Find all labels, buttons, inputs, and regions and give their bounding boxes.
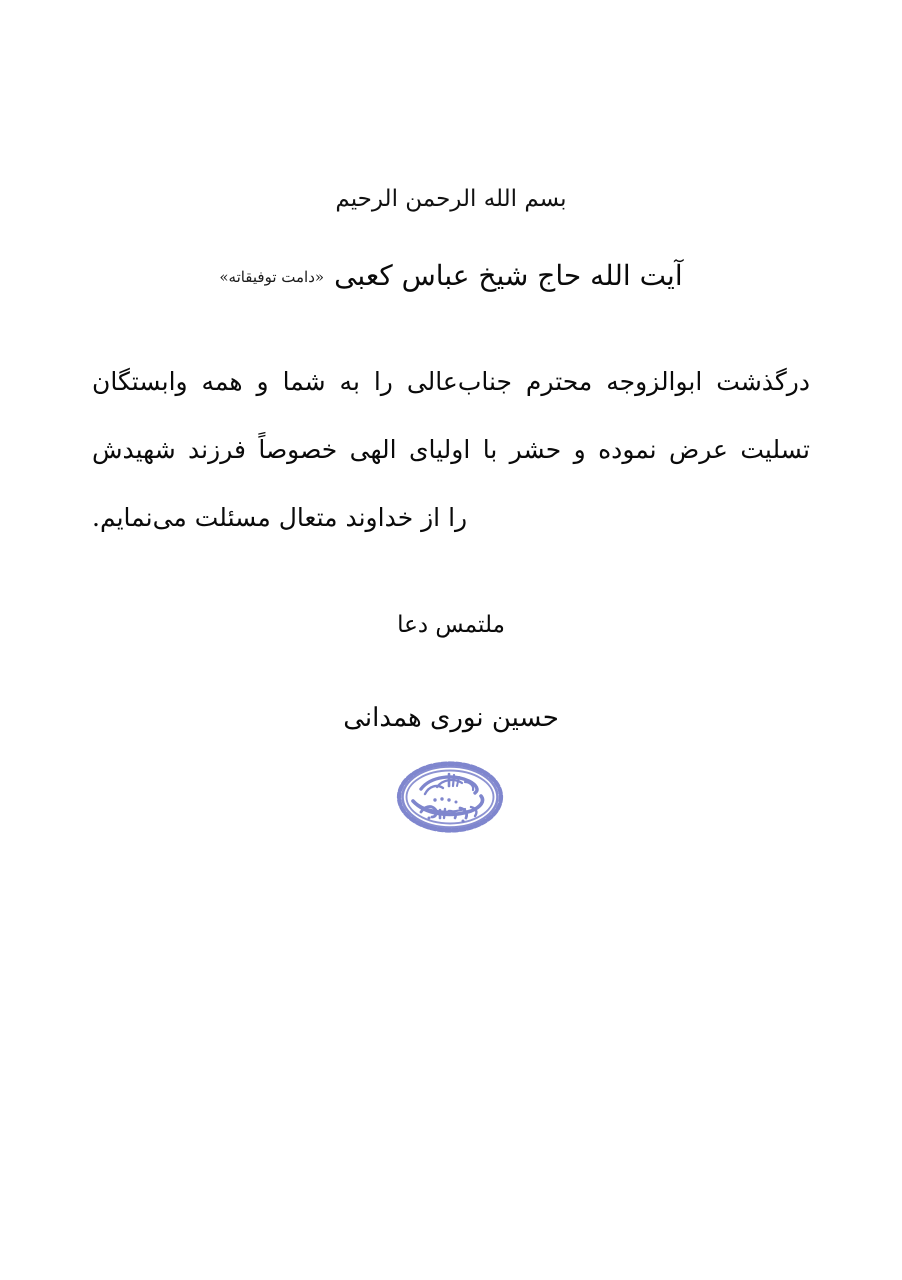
addressee-inner	[219, 258, 682, 294]
addressee-name: آیت الله حاج شیخ عباس کعبی	[334, 259, 683, 292]
body-line-1: درگذشت ابوالزوجه محترم جناب‌عالی را به شما و همه وابستگان	[92, 367, 810, 396]
body-line-2: تسلیت عرض نموده و حشر با اولیای الهی خصوصاً فرزند شهیدش	[92, 435, 810, 464]
body-line-3: را از خداوند متعال مسئلت می‌نمایم.	[92, 503, 468, 532]
seal-container	[0, 756, 902, 838]
body-paragraph	[92, 348, 810, 552]
basmala-line: بسم الله الرحمن الرحیم	[335, 186, 567, 212]
addressee-line	[92, 258, 810, 294]
oval-ink-seal-icon	[391, 756, 509, 838]
addressee-honorific: «دامت توفیقاته»	[219, 268, 325, 286]
signature-salutation: ملتمس دعا	[397, 612, 505, 638]
signature-name: حسین نوری همدانی	[343, 703, 559, 733]
